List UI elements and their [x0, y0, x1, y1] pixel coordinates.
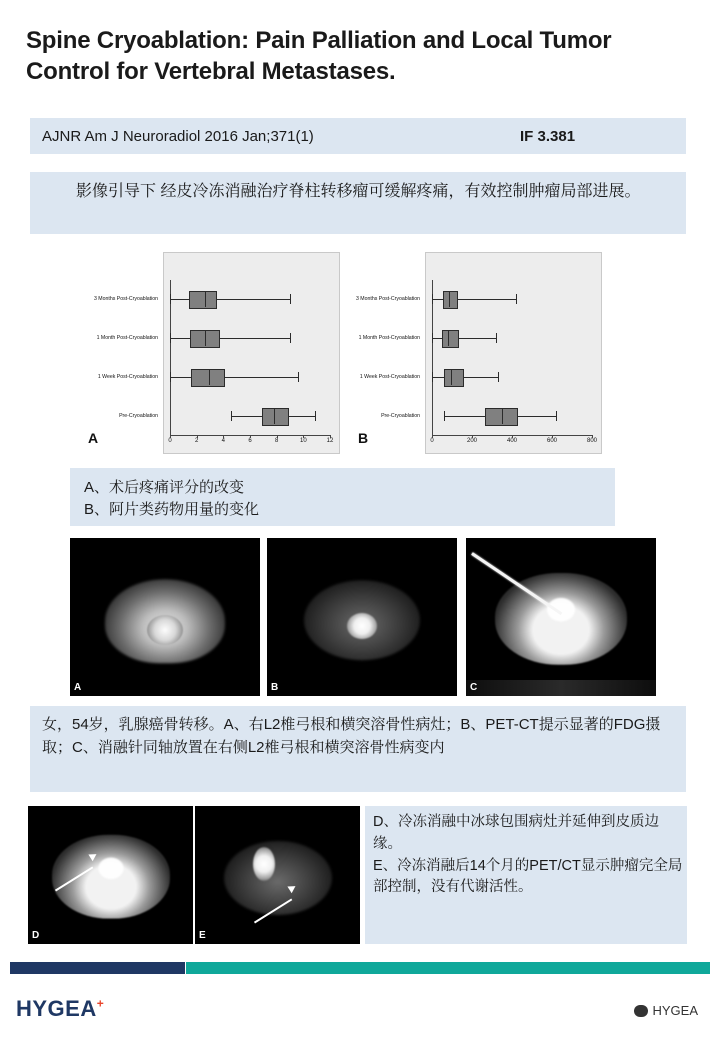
logo-mark: +	[96, 996, 105, 1011]
chart-tick-mark	[432, 435, 433, 438]
chart-tick-mark	[512, 435, 513, 438]
boxplot-median	[448, 330, 449, 346]
boxplot-box	[444, 369, 464, 387]
chart-x-tick: 12	[326, 438, 334, 444]
summary-text: 影像引导下 经皮冷冻消融治疗脊柱转移瘤可缓解疼痛，有效控制肿瘤局部进展。	[76, 183, 641, 200]
boxplot-cap	[432, 294, 433, 304]
boxplot-whisker	[170, 377, 298, 378]
case-description2-line2: E、冷冻消融后14个月的PET/CT显示肿瘤完全局部控制，没有代谢活性。	[373, 857, 683, 896]
boxplot-median	[449, 291, 450, 307]
logo	[16, 996, 104, 1022]
boxplot-cap	[170, 372, 171, 382]
page-title: Spine Cryoablation: Pain Palliation and Local Tumor Control for Vertebral Metastases.	[26, 27, 612, 85]
image-letter-c: C	[470, 682, 478, 693]
boxplot-box	[262, 408, 289, 426]
chart-caption-line2: B、阿片类药物用量的变化	[84, 501, 260, 518]
scan-strip	[466, 680, 656, 696]
chart-tick-mark	[592, 435, 593, 438]
boxplot-box	[442, 330, 459, 348]
chart-x-tick: 200	[466, 438, 477, 444]
boxplot-cap	[298, 372, 299, 382]
chart-tick-mark	[330, 435, 331, 438]
chart-x-tick: 600	[546, 438, 557, 444]
chart-x-tick: 0	[430, 438, 434, 444]
boxplot-cap	[432, 333, 433, 343]
footer-bar-navy	[10, 962, 185, 974]
boxplot-cap	[290, 294, 291, 304]
boxplot-whisker	[170, 338, 290, 339]
boxplot-cap	[498, 372, 499, 382]
chart-x-tick: 10	[299, 438, 307, 444]
pet-uptake-blob	[347, 613, 377, 639]
image-ct-needle-placement	[466, 538, 656, 696]
boxplot-cap	[170, 294, 171, 304]
case-description2-box	[365, 806, 687, 944]
image-letter-b: B	[271, 682, 279, 693]
chart-category-label: 1 Month Post-Cryoablation	[96, 335, 158, 342]
boxplot-median	[205, 330, 206, 346]
chart-tick-mark	[197, 435, 198, 438]
chart-category-label: 1 Week Post-Cryoablation	[97, 373, 158, 380]
pet-uptake-blob-e	[253, 847, 275, 881]
chart-tick-mark	[223, 435, 224, 438]
boxplot-cap	[290, 333, 291, 343]
chart-x-tick: 2	[194, 438, 199, 444]
boxplot-cap	[432, 372, 433, 382]
boxplot-cap	[231, 411, 232, 421]
chart-x-tick: 400	[506, 438, 517, 444]
chart-tick-mark	[170, 435, 171, 438]
summary-box	[30, 172, 686, 234]
wechat-icon	[634, 1005, 648, 1017]
chart-a-panel	[163, 252, 340, 454]
image-pet-ct-followup	[195, 806, 360, 944]
image-letter-a: A	[74, 682, 82, 693]
chart-x-tick: 8	[274, 438, 279, 444]
chart-x-tick: 800	[586, 438, 597, 444]
image-mri-axial-l2	[70, 538, 260, 696]
boxplot-median	[209, 369, 210, 385]
boxplot-box	[443, 291, 458, 309]
boxplot-cap	[444, 411, 445, 421]
chart-category-label: Pre-Cryoablation	[381, 412, 420, 419]
boxplot-box	[189, 291, 218, 309]
logo-text: HYGEA	[16, 996, 97, 1021]
chart-category-label: 3 Months Post-Cryoablation	[355, 296, 420, 303]
chart-category-label: Pre-Cryoablation	[119, 412, 158, 419]
case-description-text: 女，54岁，乳腺癌骨转移。A、右L2椎弓根和横突溶骨性病灶；B、PET-CT提示显著的FDG摄取；C、消融针同轴放置在右侧L2椎弓根和横突溶骨性病变内	[42, 716, 661, 756]
bone-window-shape	[495, 573, 627, 665]
chart-tick-mark	[303, 435, 304, 438]
boxplot-median	[502, 408, 503, 424]
chart-category-label: 3 Months Post-Cryoablation	[93, 296, 158, 303]
boxplot-median	[274, 408, 275, 424]
boxplot-median	[205, 291, 206, 307]
chart-a-letter: A	[88, 430, 99, 446]
chart-x-tick: 6	[248, 438, 252, 444]
citation-text: AJNR Am J Neuroradiol 2016 Jan;371(1)	[42, 127, 314, 145]
boxplot-cap	[315, 411, 316, 421]
impact-factor: IF 3.381	[520, 127, 576, 145]
vertebra-core	[147, 615, 183, 645]
boxplot-cap	[496, 333, 497, 343]
image-pet-ct-axial	[267, 538, 457, 696]
chart-tick-mark	[277, 435, 278, 438]
chart-x-tick: 0	[168, 438, 172, 444]
chart-x-tick: 4	[221, 438, 225, 444]
bone-window-shape-d	[52, 835, 170, 919]
pet-body-shape-e	[224, 841, 332, 915]
chart-caption-box	[70, 468, 615, 526]
boxplot-median	[451, 369, 452, 385]
chart-tick-mark	[250, 435, 251, 438]
footer-bar-teal	[186, 962, 710, 974]
case-description2-line1: D、冷冻消融中冰球包围病灶并延伸到皮质边缘。	[373, 814, 659, 852]
image-letter-e: E	[199, 930, 206, 941]
boxplot-cap	[170, 333, 171, 343]
chart-caption-line1: A、术后疼痛评分的改变	[84, 479, 245, 496]
case-description2-text	[373, 812, 683, 899]
chart-category-label: 1 Week Post-Cryoablation	[359, 373, 420, 380]
wechat-handle	[634, 1003, 698, 1018]
wechat-text: HYGEA	[652, 1003, 698, 1018]
boxplot-cap	[516, 294, 517, 304]
chart-tick-mark	[552, 435, 553, 438]
chart-tick-mark	[472, 435, 473, 438]
boxplot-cap	[556, 411, 557, 421]
chart-b-letter: B	[358, 430, 369, 446]
citation-bar	[30, 118, 686, 154]
case-description-box	[30, 706, 686, 792]
chart-category-label: 1 Month Post-Cryoablation	[358, 335, 420, 342]
image-letter-d: D	[32, 930, 40, 941]
image-ct-iceball	[28, 806, 193, 944]
boxplot-whisker	[432, 377, 498, 378]
